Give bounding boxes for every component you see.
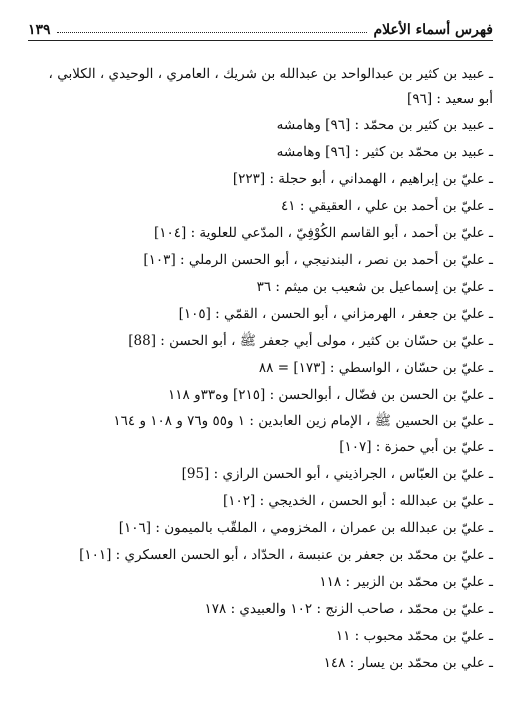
name-index-list [30, 62, 493, 677]
index-entry: ـ عليّ بن محمّد ، صاحب الزنج : ١٠٢ والعبيدي : ١٧٨ [204, 601, 493, 617]
page-number: ١٣٩ [28, 22, 51, 38]
index-entry: ـ عليّ بن عبدالله بن عمران ، المخزومي ، الملقّب بالميمون : [١٠٦] [118, 520, 493, 536]
index-entry: ـ علي بن محمّد بن يسار : ١٤٨ [323, 655, 493, 671]
index-entry: ـ عليّ بن محمّد بن الزبير : ١١٨ [319, 574, 493, 590]
index-entry: ـ عليّ بن أحمد ، أبو القاسم الكُوْفِيّ ، المدّعي للعلوية : [١٠٤] [153, 225, 493, 241]
index-entry: ـ عليّ بن حسّان ، الواسطي : [١٧٣] = ٨٨ [258, 360, 493, 376]
index-entry: ـ عليّ بن جعفر ، الهرمزاني ، أبو الحسن ، القمّي : [١٠٥] [178, 306, 493, 322]
index-entry: ـ عبيد بن محمّد بن كثير : [٩٦] وهامشه [276, 144, 493, 160]
index-entry: ـ عليّ بن الحسن بن فضّال ، أبوالحسن : [٢١٥] وه٣٣و ١١٨ [168, 387, 493, 403]
index-entry: ـ عليّ بن محمّد محبوب : ١١ [335, 628, 493, 644]
index-entry: ـ عليّ بن عبدالله : أبو الحسن ، الخديجي : [١٠٢] [222, 493, 493, 509]
index-entry: ـ عليّ بن محمّد بن جعفر بن عنبسة ، الحدّاد ، أبو الحسن العسكري : [١٠١] [79, 547, 493, 563]
index-entry: ـ عليّ بن إسماعيل بن شعيب بن ميثم : ٣٦ [256, 279, 493, 295]
index-entry: ـ عليّ بن أبي حمزة : [١٠٧] [339, 439, 493, 455]
index-entry: ـ عليّ بن حسّان بن كثير ، مولى أبي جعفر ﷺ ، أبو الحسن : [88] [128, 333, 493, 349]
index-entry: ـ عليّ بن الحسين ﷺ ، الإمام زين العابدين : ١ و٥٥ و٧٦ و ١٠٨ و ١٦٤ [113, 413, 493, 429]
running-header [28, 16, 493, 38]
index-entry: ـ عليّ بن أحمد بن علي ، العقيقي : ٤١ [281, 198, 493, 214]
header-dot-leader [57, 31, 368, 33]
index-entry: ـ عليّ بن إبراهيم ، الهمداني ، أبو حجلة : [٢٢٣] [232, 171, 493, 187]
header-title: فهرس أسماء الأعلام [373, 22, 493, 38]
header-rule [28, 40, 493, 41]
index-entry: ـ عبيد بن كثير بن محمّد : [٩٦] وهامشه [276, 117, 493, 133]
index-entry: ـ عبيد بن كثير بن عبدالواحد بن عبدالله بن شريك ، العامري ، الوحيدي ، الكلابي ، أبو سعيد : [٩٦] [48, 66, 493, 107]
index-entry: ـ عليّ بن أحمد بن نصر ، البندنيجي ، أبو الحسن الرملي : [١٠٣] [143, 252, 493, 268]
index-entry: ـ عليّ بن العبّاس ، الجراذيني ، أبو الحسن الرازي : [95] [181, 466, 493, 482]
